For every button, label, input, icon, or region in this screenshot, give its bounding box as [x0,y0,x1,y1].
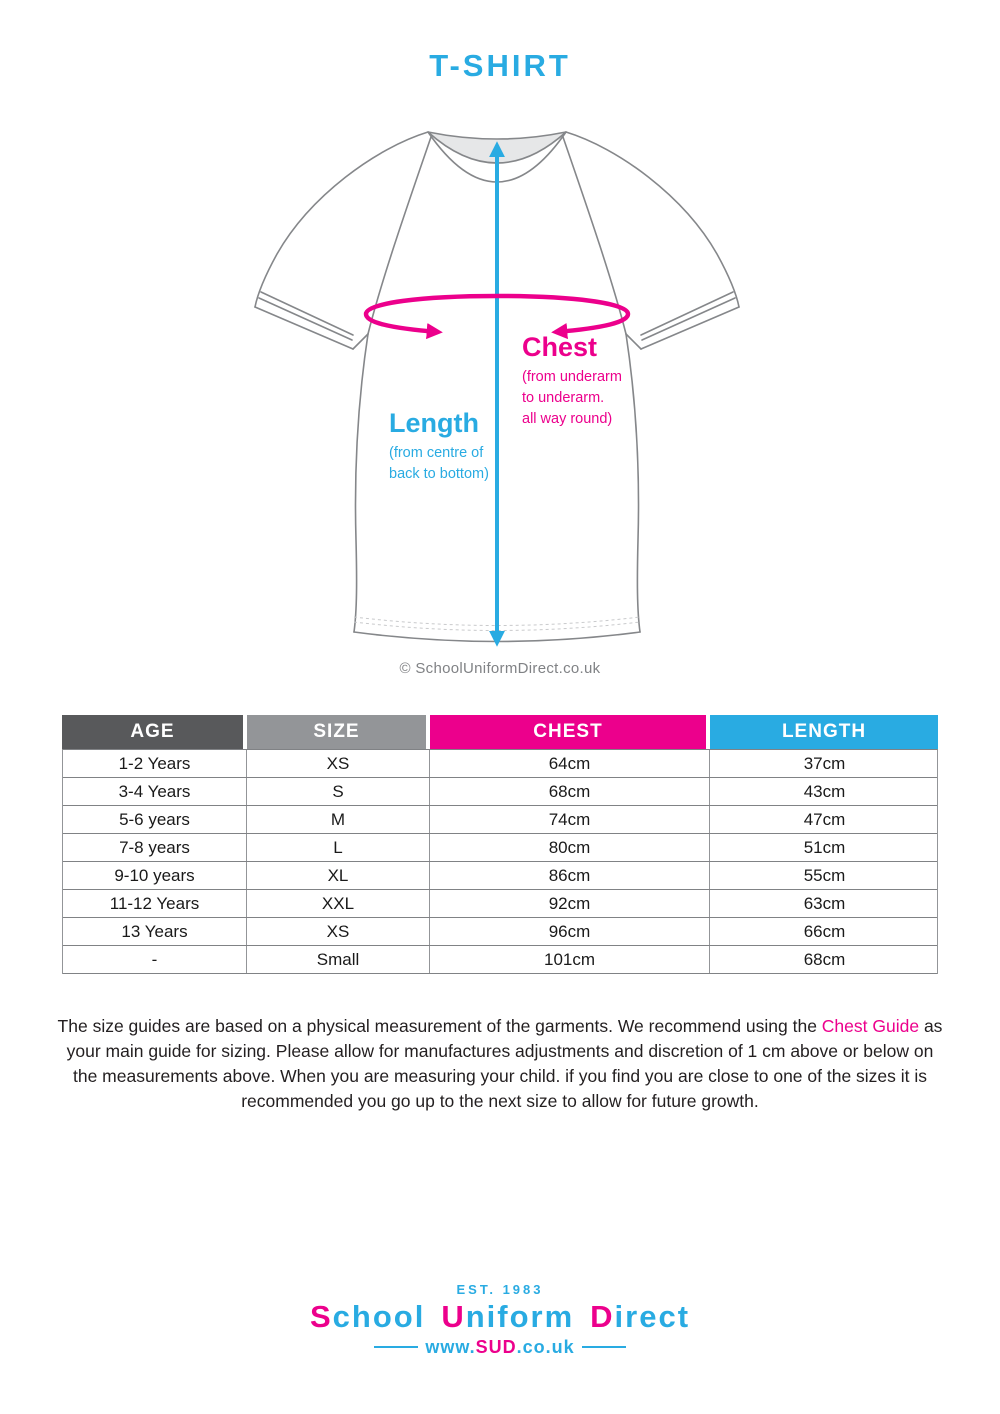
table-cell: XS [246,918,429,945]
table-row [63,750,937,778]
chest-label-note-line1: (from underarm [522,369,622,385]
url-www: www. [425,1337,476,1357]
column-header-age: AGE [62,715,243,749]
chest-label-title: Chest [522,332,598,362]
logo-school-rest: chool [332,1299,426,1334]
table-cell: L [246,834,429,861]
logo-word-uniform [441,1300,574,1334]
chest-measure-label [522,332,622,430]
size-note-before: The size guides are based on a physical measurement of the garments. We recommend using the [57,1016,822,1036]
size-table [62,715,938,974]
table-row [63,806,937,834]
table-cell: 92cm [429,890,709,917]
table-cell: 13 Years [121,922,188,941]
table-row [63,834,937,862]
table-cell: 7-8 years [119,838,190,857]
length-measure-label [389,408,489,485]
table-cell: 5-6 years [119,810,190,829]
table-cell: 3-4 Years [118,782,191,801]
url-text [425,1336,574,1358]
url-couk: .co.uk [516,1337,575,1357]
size-table-body [62,749,938,974]
logo-url [0,1336,1000,1358]
table-cell: XS [246,750,429,777]
table-cell: S [246,778,429,805]
size-table-header-row [62,715,938,749]
length-label-note-line2: back to bottom) [389,466,489,482]
logo-wordmark [0,1300,1000,1334]
table-cell: M [246,806,429,833]
table-cell: 63cm [709,890,939,917]
table-cell: 9-10 years [114,866,195,885]
column-header-chest: CHEST [430,715,706,749]
chest-label-note-line3: all way round) [522,411,613,427]
size-note [55,1014,945,1114]
table-cell: 80cm [429,834,709,861]
tshirt-outline-svg [250,108,750,668]
table-cell: 47cm [709,806,939,833]
table-cell: XL [246,862,429,889]
logo-uniform-initial: U [441,1299,466,1334]
table-cell: 1-2 Years [118,754,191,773]
logo-school-initial: S [309,1299,333,1334]
table-cell: 96cm [429,918,709,945]
table-cell: - [151,950,158,969]
table-cell: 86cm [429,862,709,889]
table-cell: Small [246,946,429,973]
column-header-size: SIZE [247,715,426,749]
table-cell: 68cm [429,778,709,805]
page-title: T-SHIRT [429,48,571,83]
table-row [63,918,937,946]
table-cell: 43cm [709,778,939,805]
url-left-dash [374,1346,418,1348]
table-cell: 101cm [429,946,709,973]
table-cell: 11-12 Years [109,894,200,913]
logo-uniform-rest: niform [465,1299,575,1334]
logo-word-school [310,1300,425,1334]
copyright-text: © SchoolUniformDirect.co.uk [399,660,601,677]
table-cell: 64cm [429,750,709,777]
table-cell: 66cm [709,918,939,945]
chest-label-note-line2: to underarm. [522,390,605,406]
logo-direct-initial: D [590,1299,615,1334]
logo-direct-rest: irect [614,1299,691,1334]
chest-guide-highlight: Chest Guide [821,1016,920,1036]
tshirt-diagram [250,108,750,668]
table-row [63,890,937,918]
table-row [63,862,937,890]
table-row [63,946,937,974]
table-cell: 37cm [709,750,939,777]
table-cell: 51cm [709,834,939,861]
column-header-length: LENGTH [710,715,938,749]
length-label-title: Length [389,408,479,438]
table-cell: 55cm [709,862,939,889]
footer-logo [0,1282,1000,1358]
logo-word-direct [590,1300,690,1334]
url-right-dash [582,1346,626,1348]
table-cell: 68cm [709,946,939,973]
est-1983-text: EST. 1983 [456,1282,544,1297]
url-sud: SUD [475,1337,517,1357]
size-note-after: as your main guide for sizing. Please allow for manufactures adjustments and discretion of 1 cm above or below on the measurements above. When you are measuring your child. if you find you are close to one of the sizes it is recommended you go up to the next size to allow for future growth. [66,1016,943,1111]
length-label-note-line1: (from centre of [389,445,484,461]
table-cell: XXL [246,890,429,917]
table-row [63,778,937,806]
table-cell: 74cm [429,806,709,833]
